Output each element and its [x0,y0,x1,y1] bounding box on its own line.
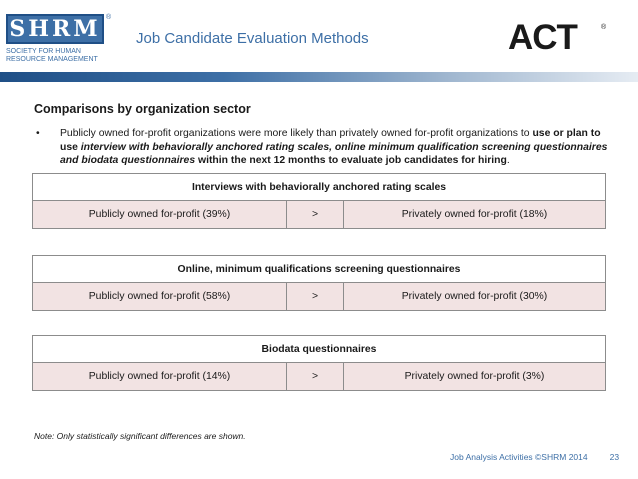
comparison-table [32,335,606,391]
comparison-row [33,283,605,310]
slide-footer [450,452,619,462]
slide-header [0,0,638,80]
comparison-row [33,201,605,228]
comparison-heading: Online, minimum qualifications screening questionnaires [33,256,605,283]
bullet-marker: • [36,128,40,139]
header-divider [0,72,638,82]
shrm-registered-mark: ® [106,14,112,21]
comparison-right-cell: Privately owned for-profit (3%) [404,371,545,382]
shrm-logo-mark: SHRM [6,14,104,44]
comparison-row [33,363,605,390]
bullet-emphasis: use or plan to use [60,128,601,153]
comparison-operator: > [286,201,344,228]
act-logo: ACT [508,18,577,57]
comparison-operator: > [286,283,344,310]
footer-source: Job Analysis Activities ©SHRM 2014 [450,452,588,462]
bullet-timeframe: within the next 12 months to evaluate job candidates for hiring [195,155,507,166]
comparison-left-cell: Publicly owned for-profit (39%) [88,209,231,220]
act-registered-mark: ® [601,24,607,31]
comparison-heading: Interviews with behaviorally anchored rating scales [33,174,605,201]
section-title: Comparisons by organization sector [34,102,251,116]
bullet-methods: interview with behaviorally anchored rating scales, online minimum qualification screening questionnaires and biodata questionnaires [60,141,608,166]
shrm-logo-tagline: SOCIETY FOR HUMAN RESOURCE MANAGEMENT [6,48,98,63]
comparison-right-cell: Privately owned for-profit (30%) [401,291,548,302]
comparison-table [32,173,606,229]
bullet-period: . [506,155,510,166]
comparison-operator: > [286,363,344,390]
comparison-heading: Biodata questionnaires [33,336,605,363]
footnote: Note: Only statistically significant differences are shown. [34,431,246,441]
comparison-left-cell: Publicly owned for-profit (14%) [88,371,231,382]
comparison-left-cell: Publicly owned for-profit (58%) [88,291,231,302]
slide-title: Job Candidate Evaluation Methods [136,30,369,47]
page-number: 23 [609,452,620,462]
shrm-logo [0,6,120,70]
comparison-table [32,255,606,311]
comparison-right-cell: Privately owned for-profit (18%) [401,209,548,220]
bullet-text [60,127,612,168]
bullet-text-part: Publicly owned for-profit organizations were more likely than privately owned for-profit organizations to [60,128,533,139]
